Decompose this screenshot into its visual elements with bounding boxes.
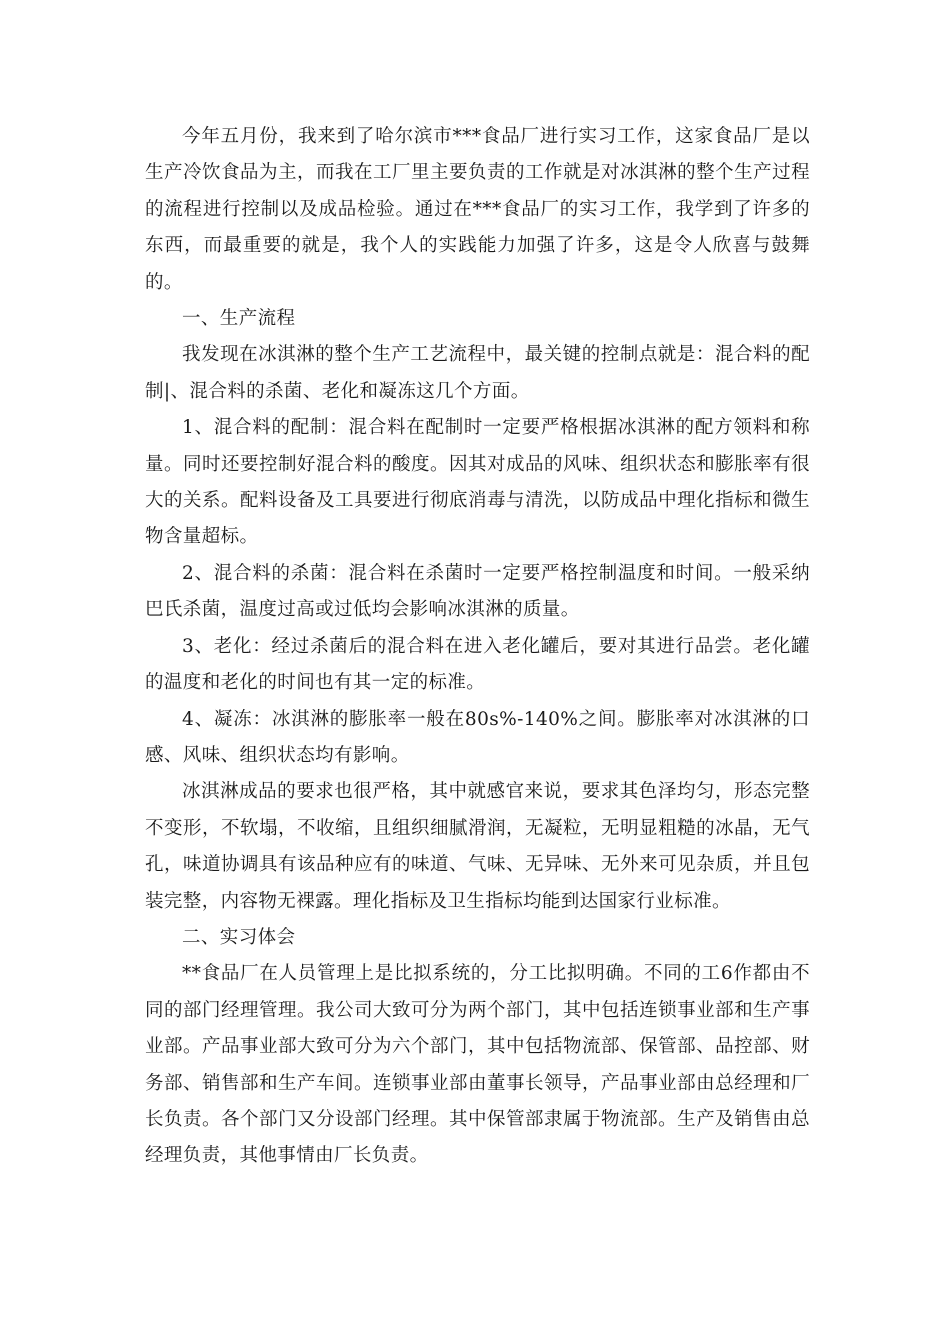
paragraph-freezing: 4、凝冻：冰淇淋的膨胀率一般在80s%-140%之间。膨胀率对冰淇淋的口感、风味、组织状态均有影响。 bbox=[145, 708, 810, 766]
document-body bbox=[145, 119, 810, 1175]
paragraph-management-structure: **食品厂在人员管理上是比拟系统的，分工比拟明确。不同的工6作都由不同的部门经理管理。我公司大致可分为两个部门，其中包括连锁事业部和生产事业部。产品事业部大致可分为六个部门，其中包括物流部、保管部、品控部、财务部、销售部和生产车间。连锁事业部由董事长领导，产品事业部由总经理和厂长负责。各个部门又分设部门经理。其中保管部隶属于物流部。生产及销售由总经理负责，其他事情由厂长负责。 bbox=[145, 963, 810, 1167]
paragraph-mix-preparation: 1、混合料的配制：混合料在配制时一定要严格根据冰淇淋的配方领料和称量。同时还要控制好混合料的酸度。因其对成品的风味、组织状态和膨胀率有很大的关系。配料设备及工具要进行彻底消毒与清洗，以防成品中理化指标和微生物含量超标。 bbox=[145, 417, 810, 548]
paragraph-finished-product-requirements: 冰淇淋成品的要求也很严格，其中就感官来说，要求其色泽均匀，形态完整不变形，不软塌，不收缩，且组织细腻滑润，无凝粒，无明显粗糙的冰晶，无气孔，味道协调具有该品种应有的味道、气味、无异味、无外来可见杂质，并且包装完整，内容物无裸露。理化指标及卫生指标均能到达国家行业标准。 bbox=[145, 781, 810, 912]
paragraph-mix-sterilization: 2、混合料的杀菌：混合料在杀菌时一定要严格控制温度和时间。一般采纳巴氏杀菌，温度过高或过低均会影响冰淇淋的质量。 bbox=[145, 562, 810, 621]
paragraph-key-control-points: 我发现在冰淇淋的整个生产工艺流程中，最关键的控制点就是：混合料的配制|、混合料的杀菌、老化和凝冻这几个方面。 bbox=[145, 344, 810, 402]
paragraph-aging: 3、老化：经过杀菌后的混合料在进入老化罐后，要对其进行品尝。老化罐的温度和老化的时间也有其一定的标准。 bbox=[145, 635, 810, 694]
section-heading-production-process: 一、生产流程 bbox=[182, 308, 296, 330]
paragraph-intro: 今年五月份，我来到了哈尔滨市***食品厂进行实习工作，这家食品厂是以生产冷饮食品为主，而我在工厂里主要负责的工作就是对冰淇淋的整个生产过程的流程进行控制以及成品检验。通过在***食品厂的实习工作，我学到了许多的东西，而最重要的就是，我个人的实践能力加强了许多，这是令人欣喜与鼓舞的。 bbox=[145, 126, 810, 293]
section-heading-internship-experience: 二、实习体会 bbox=[182, 926, 296, 948]
